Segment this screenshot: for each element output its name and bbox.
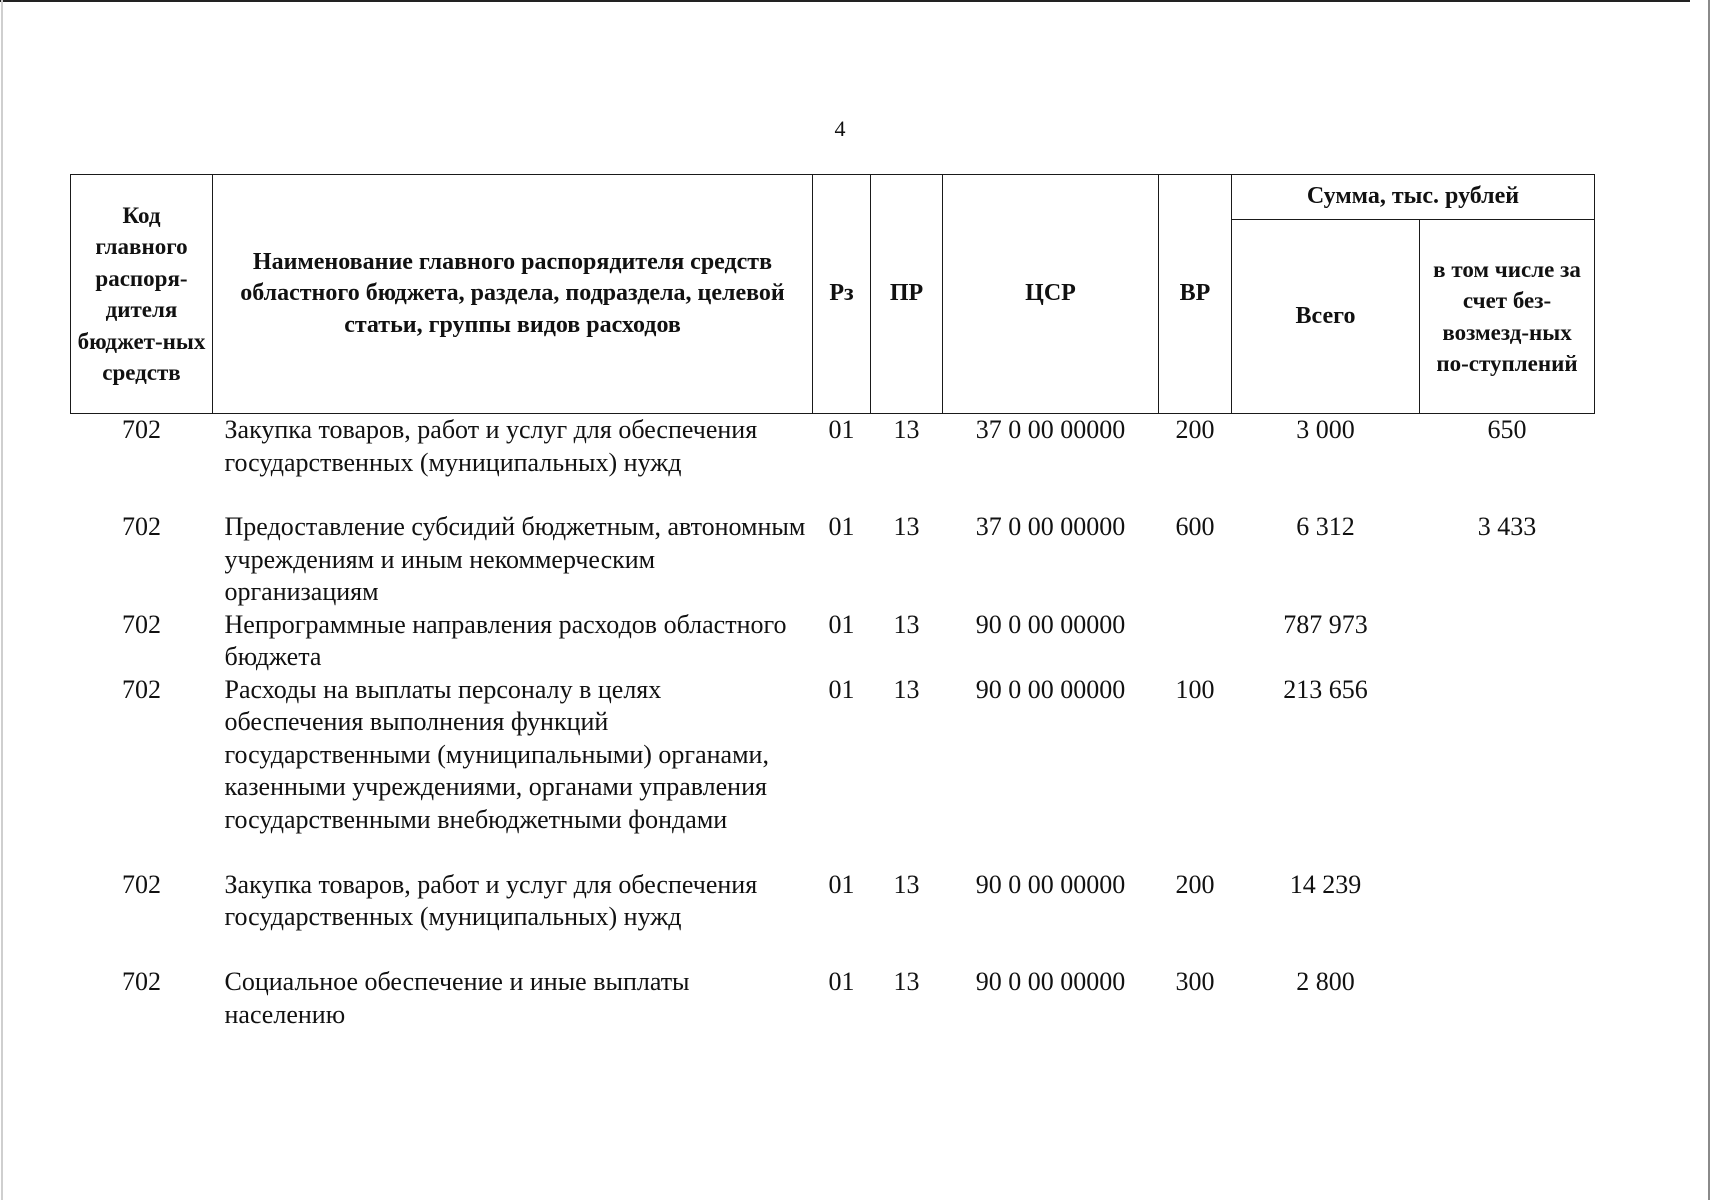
table-header (71, 175, 1595, 414)
cell-free: 650 (1487, 415, 1527, 444)
header-code: Код главного распоря-дителя бюджет-ных средств (71, 175, 213, 414)
budget-table (70, 174, 1595, 1031)
cell-free (1420, 674, 1595, 869)
cell-pr: 13 (893, 967, 920, 996)
cell-rz: 01 (828, 674, 855, 704)
cell-total: 3 000 (1296, 415, 1355, 444)
scan-edge-right (1708, 0, 1710, 1200)
cell-free: 3 433 (1477, 512, 1537, 541)
table-row (71, 414, 1595, 512)
cell-total: 2 800 (1296, 967, 1355, 996)
cell-rz: 01 (828, 609, 855, 639)
cell-csr: 37 0 00 00000 (975, 512, 1126, 541)
table-row (71, 609, 1595, 674)
cell-pr: 13 (893, 415, 920, 444)
cell-name: Закупка товаров, работ и услуг для обеспечения государственных (муниципальных) нужд (224, 869, 758, 931)
cell-vr: 200 (1175, 869, 1215, 899)
cell-code: 702 (122, 609, 161, 639)
cell-code: 702 (122, 967, 161, 996)
cell-csr: 90 0 00 00000 (975, 609, 1126, 639)
table-body (71, 414, 1595, 1032)
cell-free (1420, 966, 1595, 1031)
scan-edge-left (1, 0, 3, 1200)
page-number: 4 (834, 116, 846, 141)
cell-pr: 13 (893, 609, 920, 639)
table-row (71, 674, 1595, 869)
header-csr: ЦСР (943, 175, 1159, 414)
table-row (71, 869, 1595, 967)
header-vr: ВР (1159, 175, 1232, 414)
cell-name: Предоставление субсидий бюджетным, автономным учреждениям и иным некоммерческим организациям (224, 512, 806, 606)
cell-csr: 90 0 00 00000 (975, 967, 1126, 996)
header-rz: Рз (813, 175, 871, 414)
header-name: Наименование главного распорядителя средств областного бюджета, раздела, подраздела, целевой статьи, группы видов расходов (213, 175, 813, 414)
cell-vr: 100 (1175, 674, 1215, 704)
cell-code: 702 (122, 512, 161, 541)
cell-code: 702 (122, 415, 161, 444)
cell-csr: 90 0 00 00000 (975, 674, 1126, 704)
cell-vr: 600 (1175, 512, 1215, 541)
header-sum: Сумма, тыс. рублей (1232, 175, 1595, 220)
cell-vr: 200 (1175, 415, 1215, 444)
cell-total: 213 656 (1283, 674, 1368, 704)
header-pr: ПР (871, 175, 943, 414)
cell-total: 14 239 (1289, 869, 1362, 899)
cell-vr: 300 (1175, 967, 1215, 996)
cell-free (1420, 609, 1595, 674)
cell-code: 702 (122, 869, 161, 899)
scan-edge-top (0, 0, 1690, 2)
cell-rz: 01 (828, 967, 855, 996)
cell-name: Закупка товаров, работ и услуг для обеспечения государственных (муниципальных) нужд (224, 415, 758, 477)
cell-vr (1159, 609, 1232, 674)
cell-free (1420, 869, 1595, 967)
table-row (71, 966, 1595, 1031)
header-total: Всего (1232, 220, 1420, 414)
cell-code: 702 (122, 674, 161, 704)
cell-name: Социальное обеспечение и иные выплаты населению (224, 967, 690, 1029)
cell-rz: 01 (828, 512, 855, 541)
cell-csr: 37 0 00 00000 (975, 415, 1126, 444)
cell-csr: 90 0 00 00000 (975, 869, 1126, 899)
header-free: в том числе за счет без-возмезд-ных по-ступлений (1420, 220, 1595, 414)
table-row (71, 511, 1595, 609)
cell-pr: 13 (893, 869, 920, 899)
cell-total: 6 312 (1296, 512, 1355, 541)
cell-total: 787 973 (1283, 609, 1368, 639)
cell-name: Непрограммные направления расходов областного бюджета (224, 609, 787, 671)
cell-pr: 13 (893, 674, 920, 704)
cell-name: Расходы на выплаты персоналу в целях обеспечения выполнения функций государственными (муниципальными) органами, казенными учреждениями, органами управления государственными внебюджетными фондами (224, 674, 769, 834)
cell-rz: 01 (828, 869, 855, 899)
cell-rz: 01 (828, 415, 855, 444)
cell-pr: 13 (893, 512, 920, 541)
